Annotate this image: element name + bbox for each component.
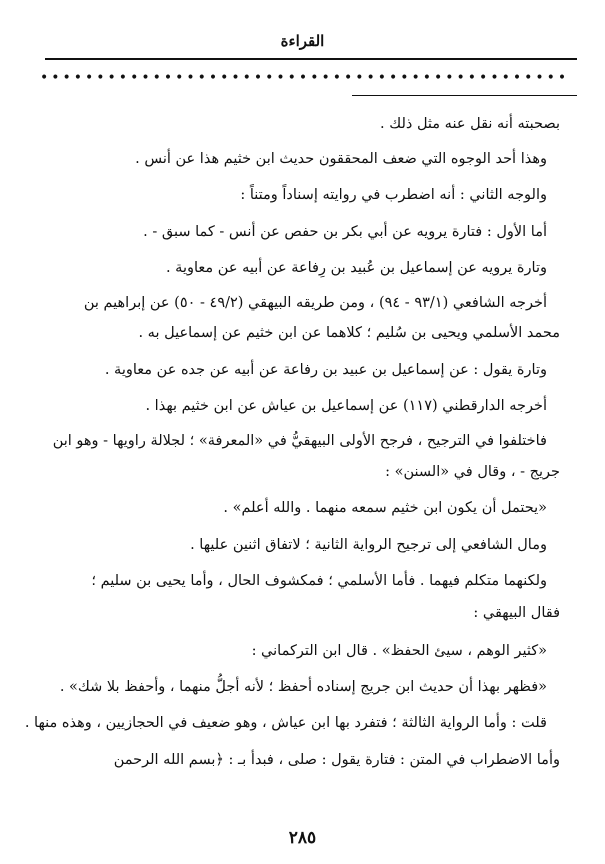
text-line: فقال البيهقي : (473, 605, 560, 621)
text-line: بصحبته أنه نقل عنه مثل ذلك . (380, 116, 560, 132)
text-line: وتارة يقول : عن إسماعيل بن عبيد بن رفاعة عن أبيه عن جده عن معاوية . (104, 362, 547, 378)
text-line: «كثير الوهم ، سيئ الحفظ» . قال ابن التركماني : (251, 643, 547, 659)
text-line: فاختلفوا في الترجيح ، فرجح الأولى البيهقيُّ في «المعرفة» ؛ لجلالة راويها - وهو ابن (52, 433, 547, 449)
text-line: أما الأول : فتارة يرويه عن أبي بكر بن حفص عن أنس - كما سبق - . (143, 224, 547, 240)
header-rule (45, 58, 577, 60)
text-line: ومال الشافعي إلى ترجيح الرواية الثانية ؛ لاتفاق اثنين عليها . (190, 537, 547, 553)
text-line: قلت : وأما الرواية الثالثة ؛ فتفرد بها ابن عياش ، وهو ضعيف في الحجازيين ، وهذه منها . (24, 715, 547, 731)
text-line: جريج - ، وقال في «السنن» : (385, 464, 560, 480)
text-line: وهذا أحد الوجوه التي ضعف المحققون حديث ابن خثيم هذا عن أنس . (135, 151, 547, 167)
text-line: محمد الأسلمي ويحيى بن سُليم ؛ كلاهما عن ابن خثيم عن إسماعيل به . (138, 325, 560, 341)
text-line: وتارة يرويه عن إسماعيل بن عُبيد بن رِفاعة عن أبيه عن معاوية . (165, 260, 547, 276)
text-line: ولكنهما متكلم فيهما . فأما الأسلمي ؛ فمكشوف الحال ، وأما يحيى بن سليم ؛ (91, 573, 547, 589)
dotted-separator: ••••••••••••••••••••••••••••••••••••••••••••••• (40, 70, 570, 86)
text-line: «فظهر بهذا أن حديث ابن جريج إسناده أحفظ ؛ لأنه أجلُّ منهما ، وأحفظ بلا شك» . (59, 679, 547, 695)
separator-rule (352, 95, 577, 96)
text-line: أخرجه الشافعي (٩٣/١ - ٩٤) ، ومن طريقه البيهقي (٤٩/٢ - ٥٠) عن إبراهيم بن (83, 295, 547, 311)
text-line: أخرجه الدارقطني (١١٧) عن إسماعيل بن عياش عن ابن خثيم بهذا . (145, 398, 547, 414)
text-line: والوجه الثاني : أنه اضطرب في روايته إسناداً ومتناً : (240, 187, 547, 203)
page-number: ٢٨٥ (288, 828, 317, 848)
running-title: القراءة (280, 32, 325, 50)
text-line: وأما الاضطراب في المتن : فتارة يقول : صلى ، فبدأ بـ : ﴿بسم الله الرحمن (113, 752, 560, 768)
text-line: «يحتمل أن يكون ابن خثيم سمعه منهما . والله أعلم» . (223, 500, 547, 516)
